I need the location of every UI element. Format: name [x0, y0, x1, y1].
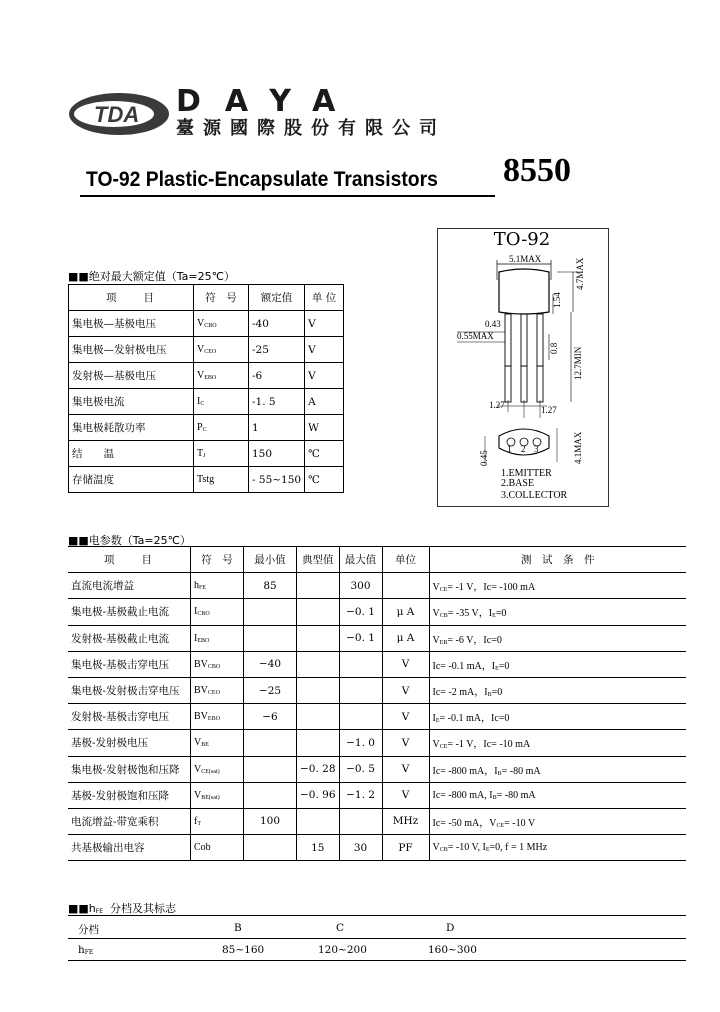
unit: V [382, 782, 429, 808]
min-value [244, 625, 297, 651]
unit: V [382, 756, 429, 782]
test-condition: $V_{CB}= -35$ V，$I_E=0$ [429, 599, 686, 625]
column-header: 最小值 [244, 547, 297, 573]
item: 存储温度 [69, 467, 194, 493]
abs-max-table [68, 284, 344, 493]
max-value: −0. 5 [339, 756, 382, 782]
typ-value [297, 599, 340, 625]
max-value: −1. 2 [339, 782, 382, 808]
item: 集电极电流 [69, 389, 194, 415]
symbol: $V_{BE}$ [191, 730, 244, 756]
unit [382, 573, 429, 599]
range-d: 160~300 [428, 944, 477, 956]
table-row [68, 756, 686, 782]
column-header: 测 试 条 件 [429, 547, 686, 573]
pin-collector: 3.COLLECTOR [501, 490, 568, 501]
max-value: −0. 1 [339, 625, 382, 651]
table-row [68, 599, 686, 625]
dim-width: 5.1MAX [509, 254, 542, 264]
item: 电流增益-带宽乘积 [68, 808, 191, 834]
max-value [339, 808, 382, 834]
range-b: 85~160 [222, 944, 265, 956]
typ-value [297, 625, 340, 651]
column-header: 最大值 [339, 547, 382, 573]
dim-flat: 0.45 [479, 450, 489, 466]
min-value [244, 730, 297, 756]
package-title: TO-92 [493, 229, 551, 250]
min-value: 100 [244, 808, 297, 834]
typ-value: 15 [297, 835, 340, 861]
test-condition: Ic= -2 mA，$I_B=0$ [429, 677, 686, 703]
table-header-row [68, 547, 686, 573]
lead-2 [521, 314, 527, 366]
dim-thickness: 0.8 [549, 342, 559, 354]
rank-d: D [446, 922, 455, 934]
column-header: 符 号 [191, 547, 244, 573]
symbol: $f_T$ [191, 808, 244, 834]
item: 集电极-基极截止电流 [68, 599, 191, 625]
symbol: $V_{BE(sat)}$ [191, 782, 244, 808]
item: 集电极-发射极饱和压降 [68, 756, 191, 782]
logo-text: TDA [94, 102, 140, 127]
typ-value [297, 573, 340, 599]
min-value [244, 835, 297, 861]
symbol-sub: C [202, 427, 207, 433]
table-row [69, 467, 344, 493]
symbol: $V_{CE(sat)}$ [191, 756, 244, 782]
rank-rule-mid [68, 938, 686, 939]
test-condition: $V_{EB}= -6$ V，Ic=0 [429, 625, 686, 651]
table-header-row [69, 285, 344, 311]
unit: V [305, 311, 344, 337]
dim-height: 4.7MAX [575, 257, 585, 290]
rank-label: 分档 [78, 924, 99, 936]
test-condition: Ic= -50 mA，$V_{CE}= -10$ V [429, 808, 686, 834]
pin-number-3: 3 [534, 444, 539, 454]
typ-value [297, 651, 340, 677]
unit: ℃ [305, 467, 344, 493]
lead-1 [505, 314, 511, 366]
item: 基极-发射极饱和压降 [68, 782, 191, 808]
min-value [244, 782, 297, 808]
table-row [68, 730, 686, 756]
dim-lead-max: 0.55MAX [457, 331, 494, 341]
pin-base: 2.BASE [501, 478, 535, 489]
table-row [68, 677, 686, 703]
table-row [68, 651, 686, 677]
typ-value [297, 704, 340, 730]
max-value [339, 651, 382, 677]
test-condition: Ic= -800 mA，$I_B= -80$ mA [429, 756, 686, 782]
max-value [339, 704, 382, 730]
item: 发射极-基极截止电流 [68, 625, 191, 651]
document-title: TO-92 Plastic-Encapsulate Transistors [86, 168, 438, 191]
symbol: V [197, 344, 205, 355]
part-number: 8550 [503, 152, 571, 189]
test-condition: Ic= -800 mA, $I_B= -80$ mA [429, 782, 686, 808]
typ-value: −0. 96 [297, 782, 340, 808]
symbol: V [197, 370, 205, 381]
min-value: −6 [244, 704, 297, 730]
min-value: 85 [244, 573, 297, 599]
rank-rule-bottom [68, 960, 686, 961]
typ-value: −0. 28 [297, 756, 340, 782]
value: -25 [249, 337, 305, 363]
electrical-table [68, 546, 686, 861]
value: 150 [249, 441, 305, 467]
symbol-sub: CBO [204, 323, 217, 329]
brand-name: DAYA [176, 84, 360, 119]
table-row [69, 441, 344, 467]
symbol-sub: C [200, 401, 205, 407]
column-header: 额定值 [249, 285, 305, 311]
value: -1. 5 [249, 389, 305, 415]
column-header: 典型值 [297, 547, 340, 573]
company-logo [68, 92, 170, 136]
value: - 55~150 [249, 467, 305, 493]
max-value: −1. 0 [339, 730, 382, 756]
item: 发射极—基极电压 [69, 363, 194, 389]
test-condition: $V_{CE}= -1$ V，Ic= -10 mA [429, 730, 686, 756]
symbol-sub: CEO [204, 349, 217, 355]
column-header: 单 位 [305, 285, 344, 311]
table-row [69, 363, 344, 389]
symbol-sub: EBO [204, 375, 217, 381]
test-condition: $I_E= -0.1$ mA，Ic=0 [429, 704, 686, 730]
range-c: 120~200 [318, 944, 367, 956]
hfe-label: $h_{FE}$ [78, 944, 94, 956]
unit: V [382, 730, 429, 756]
brand-chinese-name: 臺源國際股份有限公司 [176, 118, 446, 139]
max-value: 30 [339, 835, 382, 861]
symbol: Tstg [197, 474, 215, 485]
test-condition: $V_{CB}= -10$ V, $I_E=0$, f = 1 MHz [429, 835, 686, 861]
item: 直流电流增益 [68, 573, 191, 599]
item: 基极-发射极电压 [68, 730, 191, 756]
table-row [68, 782, 686, 808]
symbol: $BV_{CEO}$ [191, 677, 244, 703]
value: 1 [249, 415, 305, 441]
pin-emitter: 1.EMITTER [501, 468, 552, 479]
item: 发射极-基极击穿电压 [68, 704, 191, 730]
dim-lead-width: 0.43 [485, 319, 501, 329]
symbol: $BV_{CBO}$ [191, 651, 244, 677]
hfe-rank-heading: $■■h_{FE}$ 分档及其标志 [68, 902, 177, 915]
item: 集电极-发射极击穿电压 [68, 677, 191, 703]
lead-3 [537, 314, 543, 366]
symbol: $I_{CBO}$ [191, 599, 244, 625]
unit: V [305, 337, 344, 363]
item: 集电极—发射极电压 [69, 337, 194, 363]
unit: V [382, 704, 429, 730]
symbol: T [197, 448, 204, 459]
item: 集电极-基极击穿电压 [68, 651, 191, 677]
column-header: 项 目 [69, 285, 194, 311]
pin-number-2: 2 [521, 444, 526, 454]
min-value: −40 [244, 651, 297, 677]
pin-number-1: 1 [507, 444, 512, 454]
item: 集电极—基极电压 [69, 311, 194, 337]
symbol: $I_{EBO}$ [191, 625, 244, 651]
max-value: 300 [339, 573, 382, 599]
table-row [69, 415, 344, 441]
symbol: P [197, 422, 203, 433]
unit: A [305, 389, 344, 415]
table-row [69, 311, 344, 337]
column-header: 项 目 [68, 547, 191, 573]
min-value [244, 756, 297, 782]
value: -40 [249, 311, 305, 337]
unit: ℃ [305, 441, 344, 467]
column-header: 单位 [382, 547, 429, 573]
test-condition: $V_{CE}= -1$ V，Ic= -100 mA [429, 573, 686, 599]
symbol: V [197, 318, 205, 329]
value: -6 [249, 363, 305, 389]
dim-depth: 4.1MAX [573, 431, 583, 464]
unit: μ A [382, 599, 429, 625]
table-row [68, 704, 686, 730]
item: 结 温 [69, 441, 194, 467]
unit: W [305, 415, 344, 441]
min-value [244, 599, 297, 625]
symbol-sub: J [203, 453, 206, 459]
typ-value [297, 808, 340, 834]
dim-lead-length: 12.7MIN [573, 346, 583, 380]
electrical-heading: ■■电参数（Ta=25℃） [68, 534, 191, 547]
min-value: −25 [244, 677, 297, 703]
table-row [69, 389, 344, 415]
max-value [339, 677, 382, 703]
rank-rule-top [68, 915, 686, 916]
package-outline-svg [437, 250, 607, 505]
unit: MHz [382, 808, 429, 834]
item: 集电极耗散功率 [69, 415, 194, 441]
dim-pitch-1: 1.27 [489, 400, 505, 410]
symbol: Cob [191, 835, 244, 861]
unit: μ A [382, 625, 429, 651]
dim-pitch-2: 1.27 [541, 405, 557, 415]
symbol: I [197, 396, 201, 407]
item: 共基极输出电容 [68, 835, 191, 861]
symbol: $BV_{EBO}$ [191, 704, 244, 730]
unit: V [305, 363, 344, 389]
unit: PF [382, 835, 429, 861]
unit: V [382, 651, 429, 677]
title-underline [80, 195, 495, 197]
table-row [69, 337, 344, 363]
rank-b: B [234, 922, 242, 934]
typ-value [297, 730, 340, 756]
test-condition: Ic= -0.1 mA，$I_E=0$ [429, 651, 686, 677]
unit: V [382, 677, 429, 703]
column-header: 符 号 [194, 285, 249, 311]
table-row [68, 573, 686, 599]
table-row [68, 808, 686, 834]
table-row [68, 625, 686, 651]
package-body [499, 269, 549, 314]
abs-max-heading: ■■绝对最大额定值（Ta=25℃） [68, 270, 235, 283]
max-value: −0. 1 [339, 599, 382, 625]
symbol: $h_{FE}$ [191, 573, 244, 599]
table-row [68, 835, 686, 861]
dim-shoulder: 1.54 [552, 292, 562, 308]
typ-value [297, 677, 340, 703]
rank-c: C [336, 922, 345, 934]
